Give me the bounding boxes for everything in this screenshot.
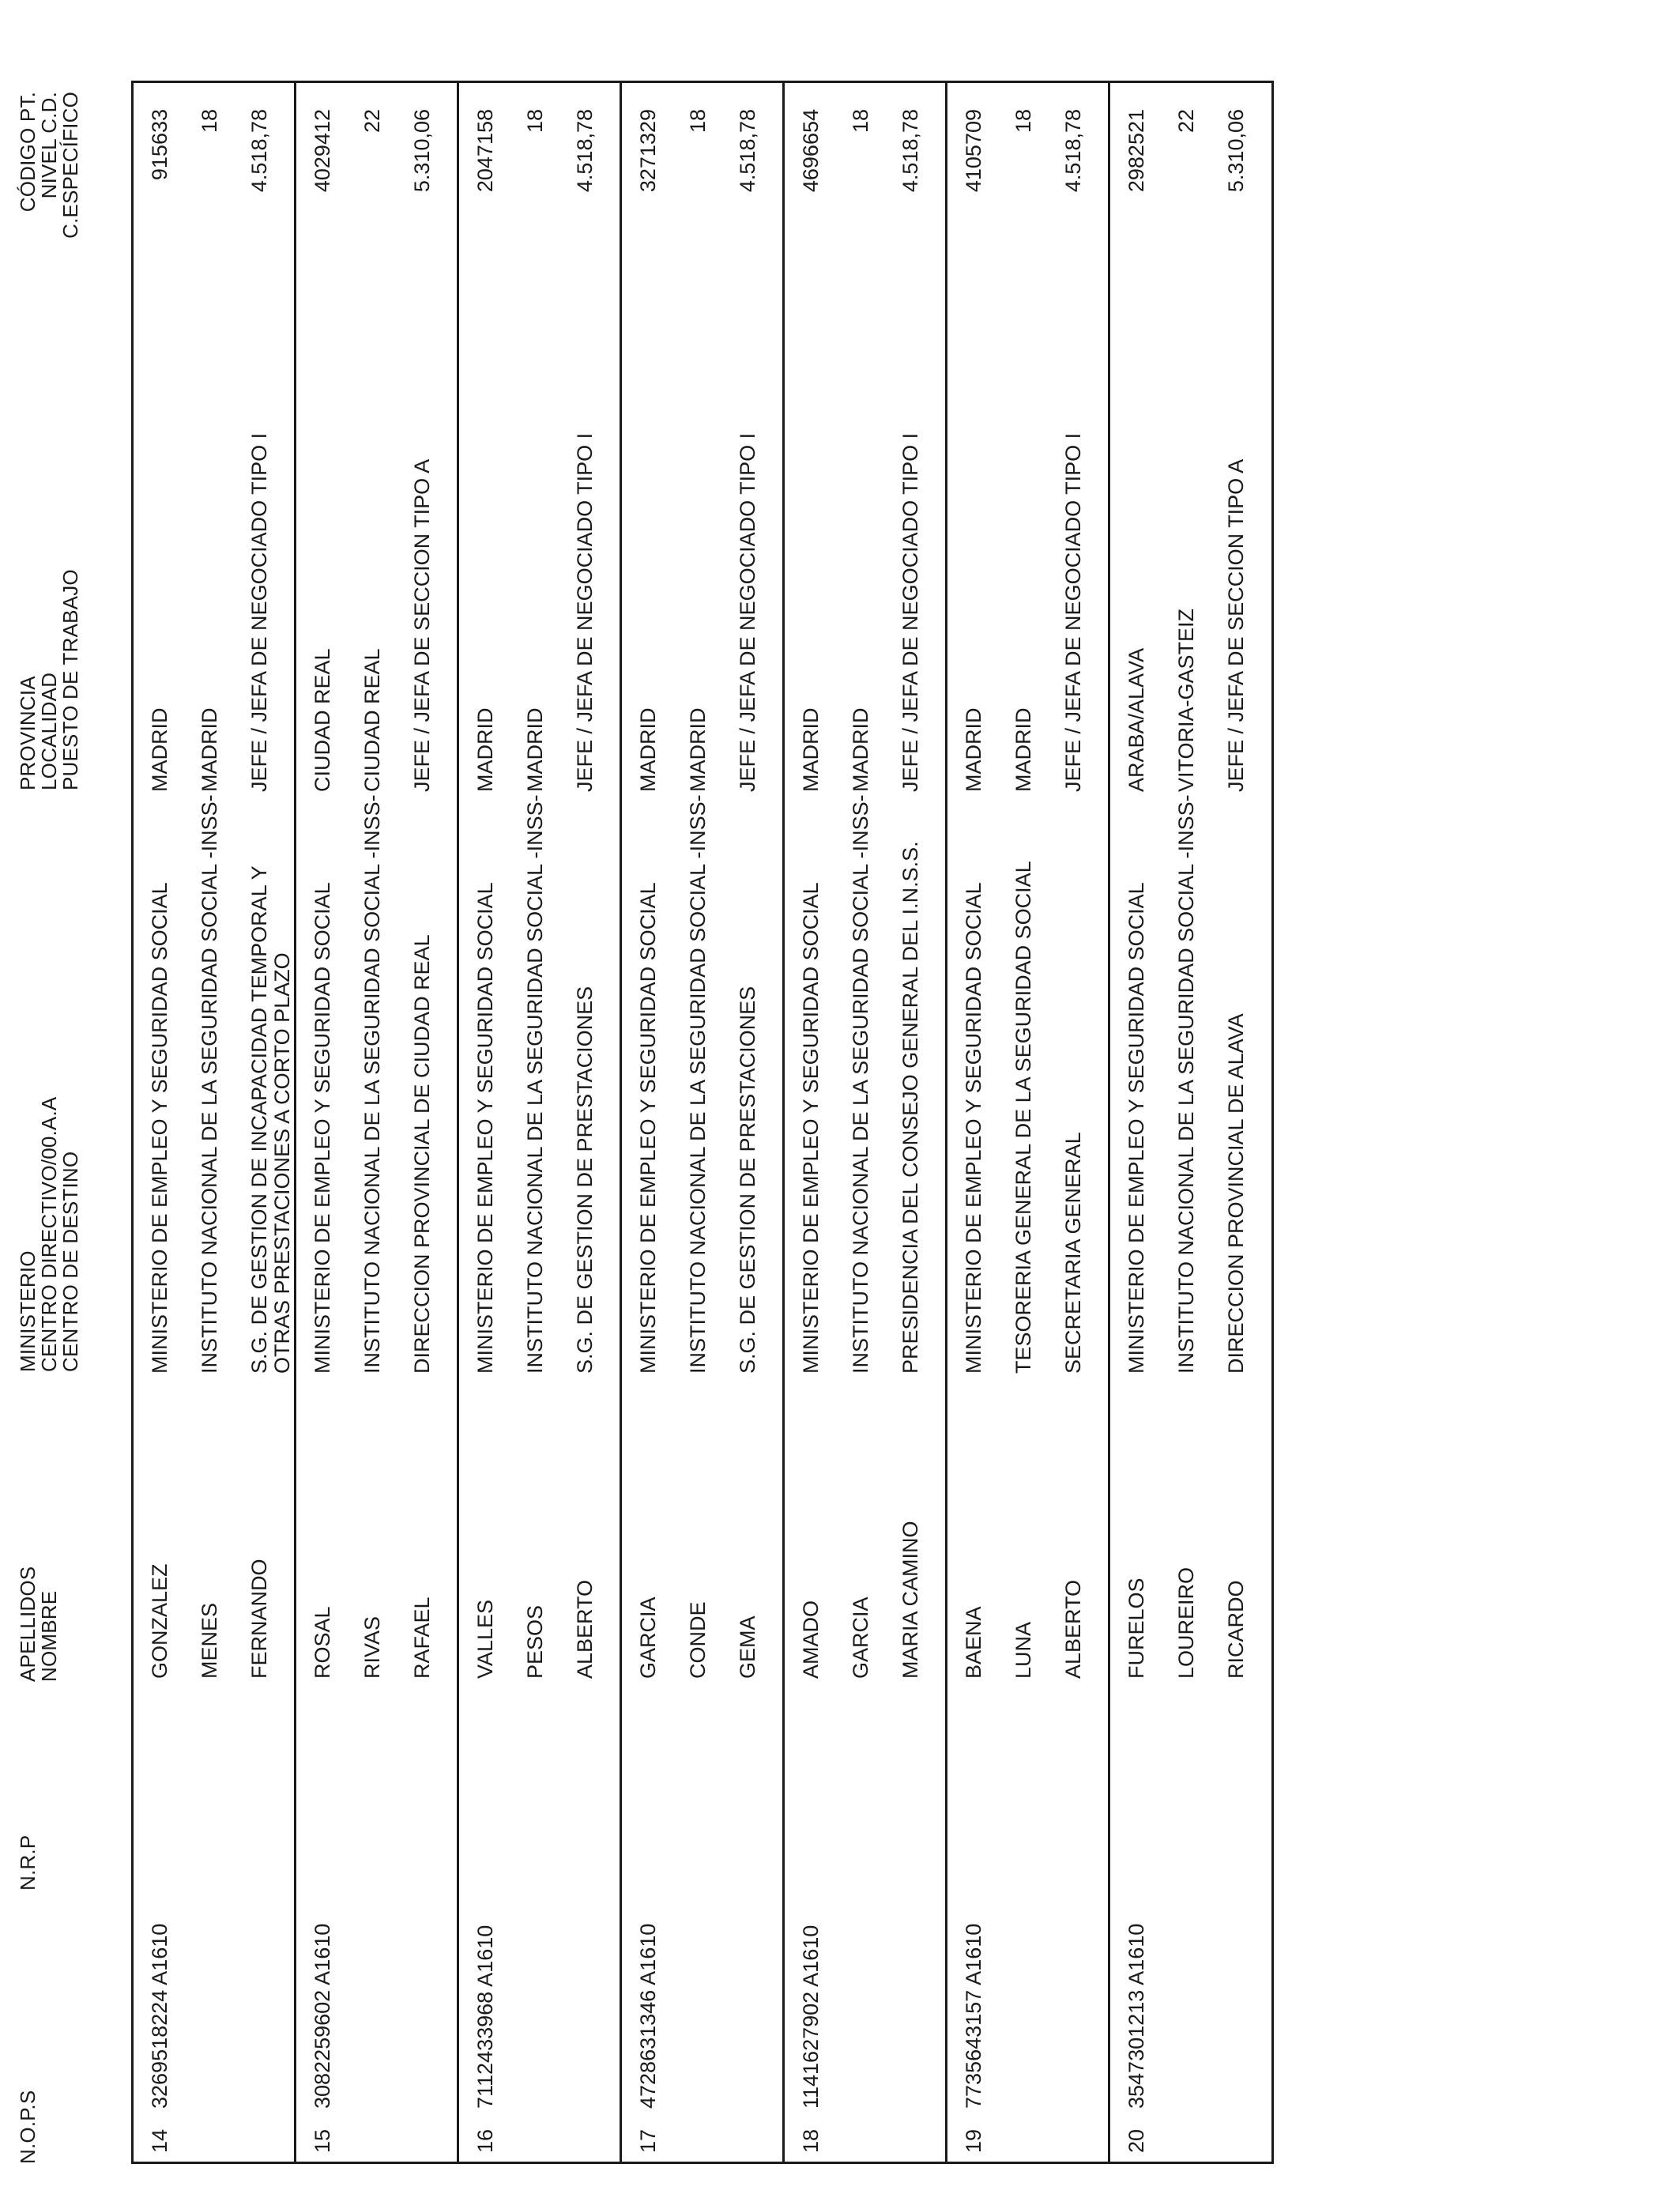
header-apellidos-nombre	[17, 1566, 60, 1682]
record-puesto: JEFE / JEFA DE NEGOCIADO TIPO I	[898, 432, 922, 792]
table-row	[131, 81, 294, 2164]
record-nivel: 18	[523, 109, 547, 134]
record-especifico: 5.310,06	[410, 109, 434, 193]
record-codigo: 915633	[148, 109, 171, 181]
header-nombre-label: NOMBRE	[37, 1590, 61, 1682]
record-especifico: 4.518,78	[573, 109, 597, 193]
record-number: 20	[1124, 2128, 1148, 2153]
record-apellido2: LOUREIRO	[1174, 1566, 1198, 1679]
record-centro-destino: DIRECCION PROVINCIAL DE CIUDAD REAL	[410, 934, 434, 1374]
header-provincia-label: PROVINCIA	[16, 676, 40, 790]
record-especifico: 4.518,78	[898, 109, 922, 193]
header-nivel-label: NIVEL C.D.	[37, 92, 61, 199]
record-localidad: MADRID	[849, 707, 872, 792]
record-nombre: GEMA	[736, 1615, 759, 1679]
record-centro-directivo: INSTITUTO NACIONAL DE LA SEGURIDAD SOCIAL -INSS-	[198, 794, 221, 1374]
record-localidad: MADRID	[523, 707, 547, 792]
record-apellido1: VALLES	[473, 1599, 497, 1679]
record-centro-directivo: INSTITUTO NACIONAL DE LA SEGURIDAD SOCIAL -INSS-	[360, 794, 384, 1374]
record-nrp: 4728631346 A1610	[636, 1923, 660, 2109]
header-centro-directivo-label: CENTRO DIRECTIVO/00.A.A	[37, 1096, 61, 1372]
header-especifico-label: C.ESPECÍFICO	[58, 92, 82, 239]
record-codigo: 4696654	[799, 109, 823, 193]
record-localidad: MADRID	[198, 707, 221, 792]
record-nombre: RAFAEL	[410, 1596, 434, 1679]
record-nivel: 18	[1011, 109, 1035, 134]
record-apellido1: GONZALEZ	[148, 1563, 171, 1679]
header-localidad-label: LOCALIDAD	[37, 672, 61, 790]
record-codigo: 4029412	[311, 109, 334, 193]
record-centro-directivo: INSTITUTO NACIONAL DE LA SEGURIDAD SOCIAL -INSS-	[523, 794, 547, 1374]
record-apellido2: LUNA	[1011, 1621, 1035, 1679]
header-nops	[17, 2090, 39, 2164]
record-especifico: 4.518,78	[736, 109, 759, 193]
record-centro-directivo: INSTITUTO NACIONAL DE LA SEGURIDAD SOCIAL -INSS-	[849, 794, 872, 1374]
record-provincia: MADRID	[473, 707, 497, 792]
record-puesto: JEFE / JEFA DE SECCION TIPO A	[410, 458, 434, 792]
header-nops-label: N.O.P.S	[16, 2090, 40, 2164]
record-nombre: ALBERTO	[1061, 1579, 1085, 1679]
row-separator	[294, 81, 296, 2164]
record-nombre: ALBERTO	[573, 1579, 597, 1679]
record-apellido1: BAENA	[962, 1606, 985, 1679]
record-number: 15	[311, 2128, 334, 2153]
table-row	[945, 81, 1108, 2164]
record-ministerio: MINISTERIO DE EMPLEO Y SEGURIDAD SOCIAL	[473, 882, 497, 1374]
record-nivel: 22	[1174, 109, 1198, 134]
header-nrp	[17, 1835, 39, 1891]
record-number: 18	[799, 2128, 823, 2153]
record-codigo: 2982521	[1124, 109, 1148, 193]
record-provincia: MADRID	[636, 707, 660, 792]
record-nrp: 7735643157 A1610	[962, 1923, 985, 2109]
record-nombre: FERNANDO	[247, 1559, 271, 1679]
record-number: 14	[148, 2128, 171, 2153]
record-centro-destino: DIRECCION PROVINCIAL DE ALAVA	[1224, 1013, 1248, 1374]
table-row	[782, 81, 945, 2164]
record-nombre: RICARDO	[1224, 1580, 1248, 1679]
record-nivel: 18	[849, 109, 872, 134]
record-apellido2: CONDE	[686, 1601, 710, 1679]
record-puesto: JEFE / JEFA DE NEGOCIADO TIPO I	[736, 432, 759, 792]
table-row	[620, 81, 782, 2164]
record-provincia: MADRID	[799, 707, 823, 792]
record-nrp: 1141627902 A1610	[799, 1924, 823, 2109]
record-localidad: MADRID	[1011, 707, 1035, 792]
record-nivel: 18	[686, 109, 710, 134]
header-ministerio-centro	[17, 1097, 81, 1372]
record-apellido2: PESOS	[523, 1604, 547, 1679]
record-nrp: 3269518224 A1610	[148, 1923, 171, 2109]
header-nrp-label: N.R.P	[16, 1834, 40, 1891]
record-apellido1: ROSAL	[311, 1606, 334, 1679]
record-centro-destino: S.G. DE GESTION DE PRESTACIONES	[573, 986, 597, 1374]
row-separator	[782, 81, 785, 2164]
record-codigo: 2047158	[473, 109, 497, 193]
record-puesto: JEFE / JEFA DE SECCION TIPO A	[1224, 458, 1248, 792]
record-puesto: JEFE / JEFA DE NEGOCIADO TIPO I	[247, 432, 271, 792]
record-localidad: MADRID	[686, 707, 710, 792]
record-centro-destino: SECRETARIA GENERAL	[1061, 1132, 1085, 1374]
record-centro-destino: S.G. DE GESTION DE PRESTACIONES	[736, 986, 759, 1374]
record-number: 17	[636, 2128, 660, 2153]
record-apellido2: MENES	[198, 1602, 221, 1679]
header-codigo-nivel	[17, 92, 81, 321]
record-centro-destino: S.G. DE GESTION DE INCAPACIDAD TEMPORAL Y OTRAS PRESTACIONES A CORTO PLAZO	[247, 865, 294, 1374]
record-puesto: JEFE / JEFA DE NEGOCIADO TIPO I	[1061, 432, 1085, 792]
header-centro-destino-label: CENTRO DE DESTINO	[58, 1151, 82, 1372]
record-especifico: 5.310,06	[1224, 109, 1248, 193]
table-row	[1108, 81, 1271, 2164]
record-provincia: MADRID	[148, 707, 171, 792]
record-localidad: CIUDAD REAL	[360, 648, 384, 792]
record-centro-destino: PRESIDENCIA DEL CONSEJO GENERAL DEL I.N.S.S.	[898, 841, 922, 1374]
record-ministerio: MINISTERIO DE EMPLEO Y SEGURIDAD SOCIAL	[148, 882, 171, 1374]
record-ministerio: MINISTERIO DE EMPLEO Y SEGURIDAD SOCIAL	[636, 882, 660, 1374]
record-number: 19	[962, 2128, 985, 2153]
record-apellido2: RIVAS	[360, 1615, 384, 1679]
record-nivel: 22	[360, 109, 384, 134]
header-ministerio-label: MINISTERIO	[16, 1250, 40, 1372]
record-ministerio: MINISTERIO DE EMPLEO Y SEGURIDAD SOCIAL	[311, 882, 334, 1374]
record-centro-directivo: TESORERIA GENERAL DE LA SEGURIDAD SOCIAL	[1011, 861, 1035, 1374]
record-nrp: 3547301213 A1610	[1124, 1923, 1148, 2109]
record-provincia: CIUDAD REAL	[311, 648, 334, 792]
record-puesto: JEFE / JEFA DE NEGOCIADO TIPO I	[573, 432, 597, 792]
record-ministerio: MINISTERIO DE EMPLEO Y SEGURIDAD SOCIAL	[1124, 882, 1148, 1374]
record-localidad: VITORIA-GASTEIZ	[1174, 608, 1198, 792]
table-row	[294, 81, 457, 2164]
record-provincia: MADRID	[962, 707, 985, 792]
header-puesto-label: PUESTO DE TRABAJO	[58, 569, 82, 790]
row-separator	[457, 81, 459, 2164]
record-codigo: 4105709	[962, 109, 985, 193]
record-apellido1: AMADO	[799, 1600, 823, 1679]
record-nivel: 18	[198, 109, 221, 134]
header-codigo-label: CÓDIGO PT.	[16, 92, 40, 213]
row-separator	[620, 81, 622, 2164]
record-centro-directivo: INSTITUTO NACIONAL DE LA SEGURIDAD SOCIAL -INSS-	[686, 794, 710, 1374]
record-nrp: 7112433968 A1610	[473, 1924, 497, 2109]
record-provincia: ARABA/ALAVA	[1124, 647, 1148, 792]
record-number: 16	[473, 2128, 497, 2153]
record-ministerio: MINISTERIO DE EMPLEO Y SEGURIDAD SOCIAL	[962, 882, 985, 1374]
record-centro-directivo: INSTITUTO NACIONAL DE LA SEGURIDAD SOCIAL -INSS-	[1174, 794, 1198, 1374]
record-nrp: 3082259602 A1610	[311, 1923, 334, 2109]
record-apellido2: GARCIA	[849, 1596, 872, 1679]
record-codigo: 3271329	[636, 109, 660, 193]
record-ministerio: MINISTERIO DE EMPLEO Y SEGURIDAD SOCIAL	[799, 882, 823, 1374]
record-apellido1: FURELOS	[1124, 1578, 1148, 1679]
record-nombre: MARIA CAMINO	[898, 1521, 922, 1679]
record-especifico: 4.518,78	[1061, 109, 1085, 193]
row-separator	[1108, 81, 1110, 2164]
table-row	[457, 81, 620, 2164]
row-separator	[945, 81, 947, 2164]
header-apellidos-label: APELLIDOS	[16, 1566, 40, 1682]
record-especifico: 4.518,78	[247, 109, 271, 193]
header-provincia-puesto	[17, 569, 81, 790]
record-apellido1: GARCIA	[636, 1596, 660, 1679]
